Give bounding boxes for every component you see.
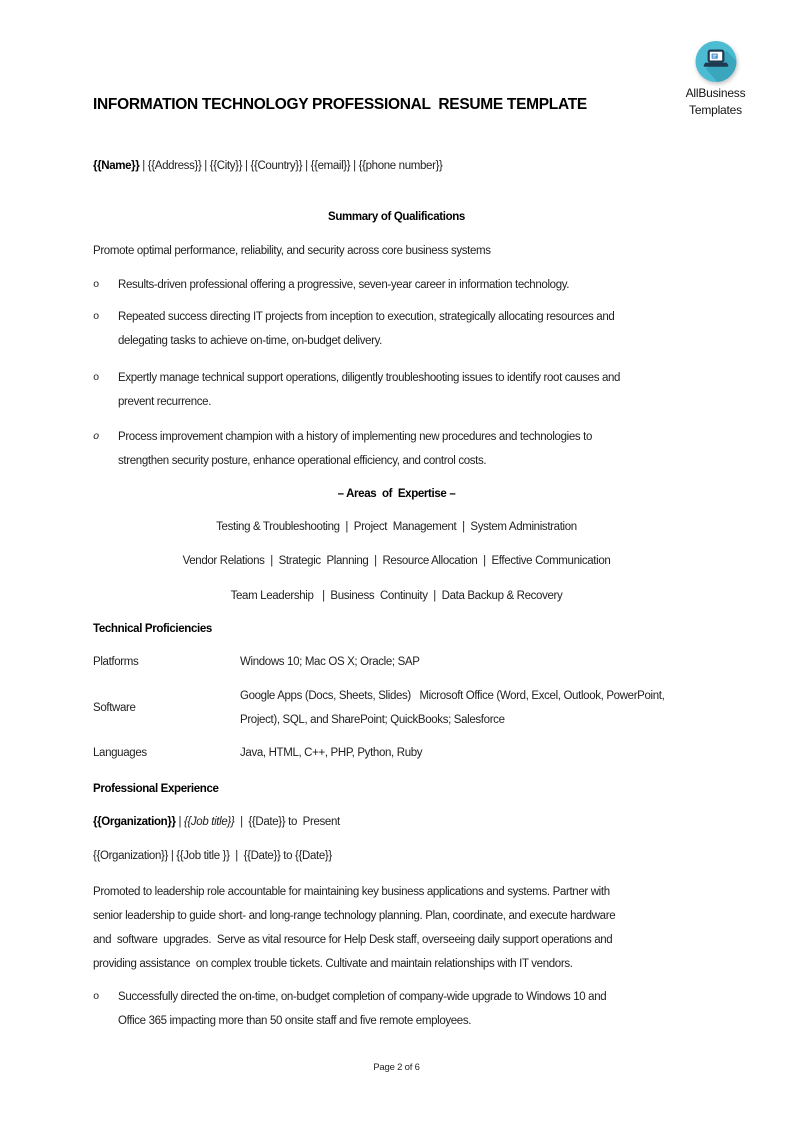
name-placeholder: {{Name}}	[93, 160, 140, 172]
bullet-text: strengthen security posture, enhance operational efficiency, and control costs.	[118, 455, 487, 467]
description-line: and software upgrades. Serve as vital resource for Help Desk staff, overseeing daily support operations and	[93, 934, 613, 946]
separator: |	[175, 816, 184, 828]
description-line: senior leadership to guide short- and long-range technology planning. Plan, coordinate, and execute hardware	[93, 910, 616, 922]
experience-heading: Professional Experience	[93, 783, 219, 795]
bullet-text: Expertly manage technical support operations, diligently troubleshooting issues to identify root causes and	[118, 372, 621, 384]
summary-bullet-1	[93, 273, 700, 297]
contact-placeholders: | {{Address}} | {{City}} | {{Country}} | {{email}} | {{phone number}}	[139, 160, 443, 172]
row-value: Google Apps (Docs, Sheets, Slides) Microsoft Office (Word, Excel, Outlook, PowerPoint,	[240, 690, 665, 702]
row-label: Languages	[93, 747, 147, 759]
row-value: Windows 10; Mac OS X; Oracle; SAP	[240, 656, 420, 668]
bullet-text: Office 365 impacting more than 50 onsite staff and five remote employees.	[118, 1015, 472, 1027]
summary-heading: Summary of Qualifications	[328, 211, 465, 223]
bullet-text: delegating tasks to achieve on-time, on-budget delivery.	[118, 335, 383, 347]
job-title-placeholder: {{Job title}}	[183, 816, 235, 828]
row-value: Project), SQL, and SharePoint; QuickBooks; Salesforce	[240, 714, 505, 726]
table-row-platforms	[93, 650, 700, 674]
laptop-icon	[694, 40, 738, 84]
summary-bullet-3	[93, 366, 700, 414]
bullet-text: Repeated success directing IT projects from inception to execution, strategically allocating resources and	[118, 311, 615, 323]
brand-name-line2: Templates	[689, 102, 742, 117]
bullet-text: Results-driven professional offering a progressive, seven-year career in information technology.	[118, 279, 570, 291]
table-row-software	[93, 684, 700, 732]
date-placeholders: | {{Date}} to Present	[234, 816, 340, 828]
job-description	[93, 880, 700, 976]
row-label: Platforms	[93, 656, 139, 668]
contact-line	[93, 154, 700, 178]
bullet-text: prevent recurrence.	[118, 396, 212, 408]
bullet-text: Successfully directed the on-time, on-budget completion of company-wide upgrade to Windows 10 and	[118, 991, 607, 1003]
description-line: Promoted to leadership role accountable for maintaining key business applications and systems. Partner with	[93, 886, 610, 898]
summary-bullet-4	[93, 425, 700, 473]
row-label: Software	[93, 702, 136, 714]
bullet-text: Process improvement champion with a history of implementing new procedures and technologies to	[118, 431, 592, 443]
bullet-marker: o	[93, 991, 99, 1003]
row-value: Java, HTML, C++, PHP, Python, Ruby	[240, 747, 423, 759]
expertise-heading: – Areas of Expertise –	[337, 488, 456, 500]
bullet-marker: o	[93, 311, 99, 323]
experience-bullet-1	[93, 985, 700, 1033]
table-row-languages	[93, 741, 700, 765]
summary-bullet-2	[93, 305, 700, 353]
summary-intro: Promote optimal performance, reliability, and security across core business systems	[93, 245, 491, 257]
expertise-row-2: Vendor Relations | Strategic Planning | Resource Allocation | Effective Communication	[182, 555, 611, 567]
job-line-1	[93, 810, 700, 834]
bullet-marker: o	[93, 372, 99, 384]
expertise-row-1: Testing & Troubleshooting | Project Management | System Administration	[216, 521, 577, 533]
brand-name-line1: AllBusiness	[685, 86, 746, 100]
technical-heading: Technical Proficiencies	[93, 623, 212, 635]
page-number: Page 2 of 6	[373, 1062, 420, 1073]
description-line: providing assistance on complex trouble tickets. Cultivate and maintain relationships with IT vendors.	[93, 958, 573, 970]
job-line-2: {{Organization}} | {{Job title }} | {{Date}} to {{Date}}	[93, 850, 332, 862]
organization-placeholder: {{Organization}}	[93, 816, 176, 828]
expertise-row-3: Team Leadership | Business Continuity | Data Backup & Recovery	[230, 590, 563, 602]
bullet-marker: o	[93, 431, 99, 443]
page-title: INFORMATION TECHNOLOGY PROFESSIONAL RESUME TEMPLATE	[93, 96, 587, 113]
bullet-marker: o	[93, 279, 99, 291]
